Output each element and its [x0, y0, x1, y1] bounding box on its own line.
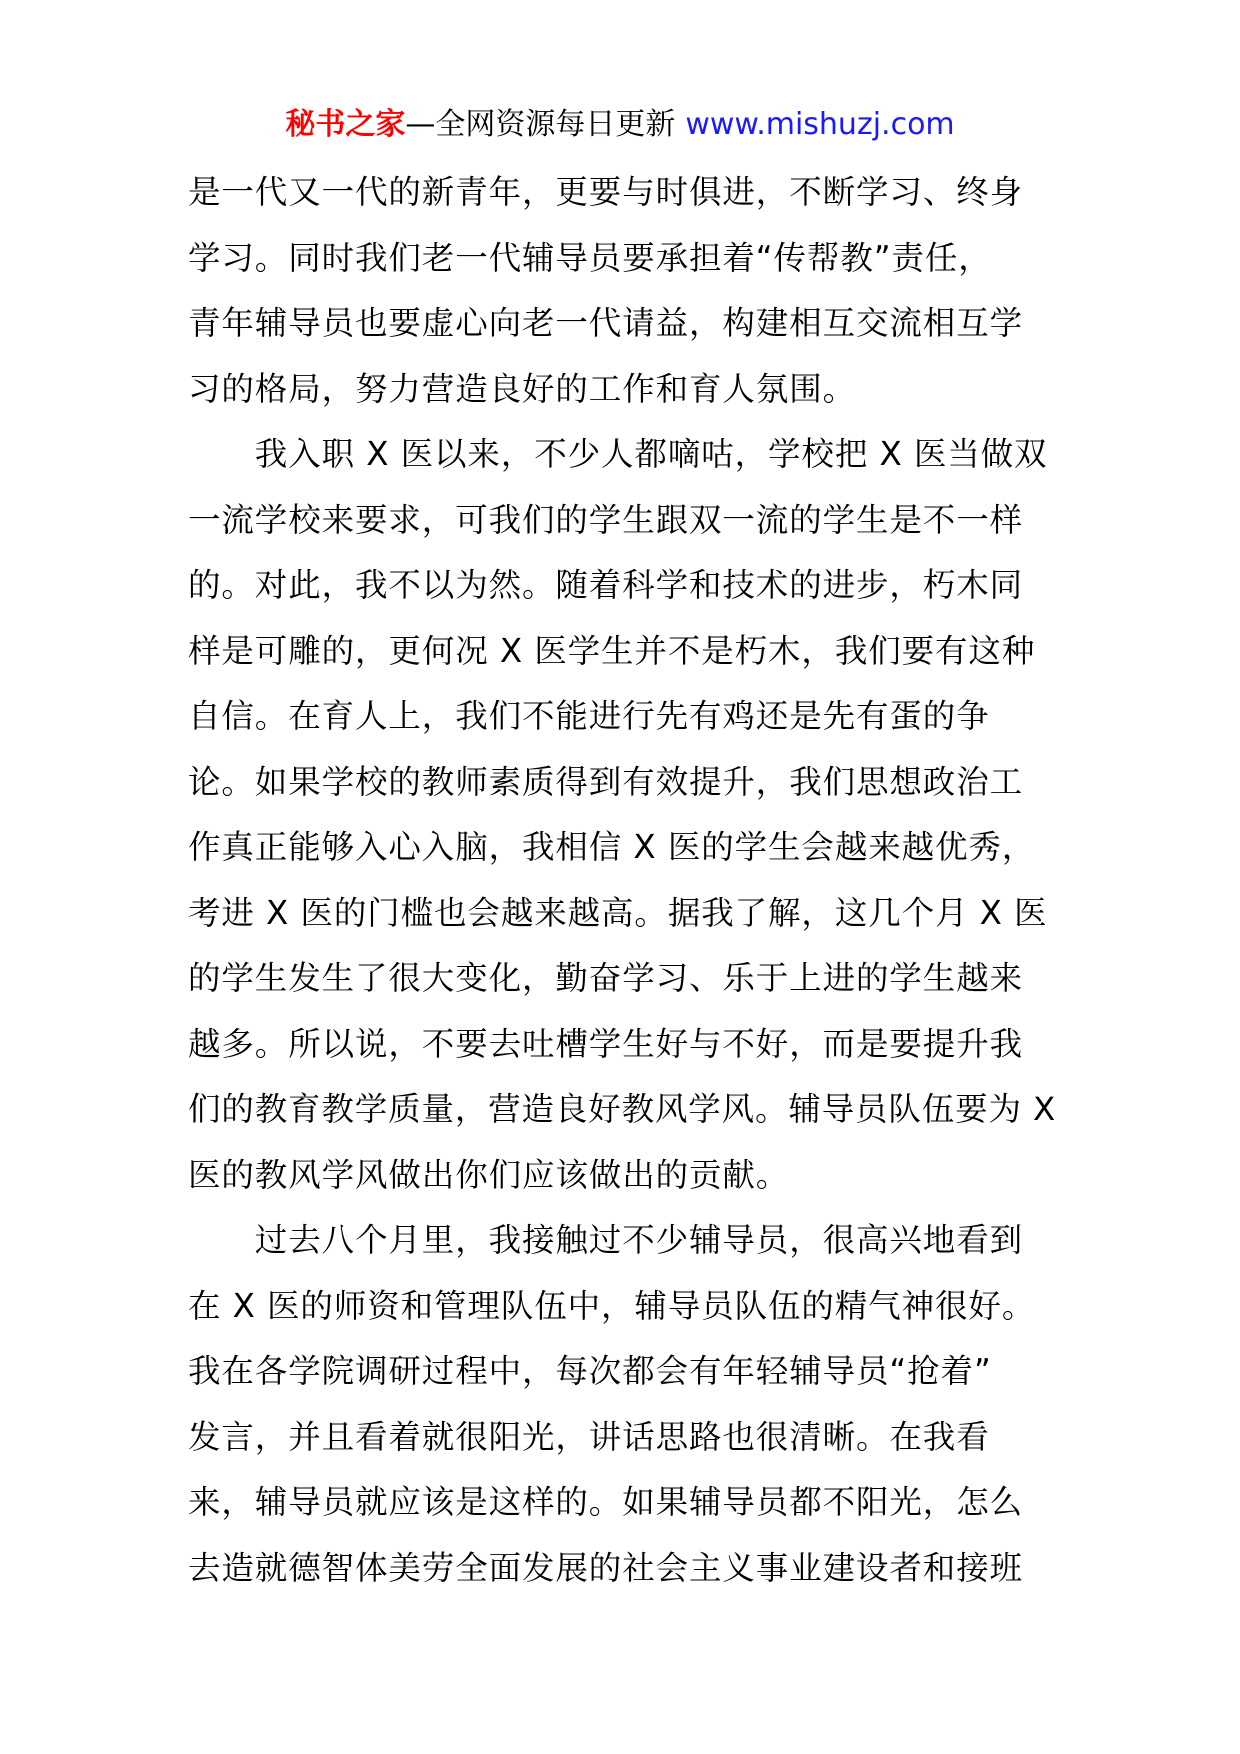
text-line: 的。对此，我不以为然。随着科学和技术的进步，朽木同 — [188, 566, 1024, 604]
text-line: 越多。所以说，不要去吐槽学生好与不好，而是要提升我 — [188, 1024, 1024, 1063]
text-line: 样是可雕的，更何况 X 医学生并不是朽木，我们要有这种 — [188, 631, 1036, 670]
body-text — [188, 160, 1056, 1601]
text-line: 论。如果学校的教师素质得到有效提升，我们思想政治工 — [188, 762, 1024, 801]
header-tagline: —全网资源每日更新 — [405, 107, 676, 142]
text-line: 是一代又一代的新青年，更要与时俱进，不断学习、终身 — [188, 173, 1024, 211]
text-line: 考进 X 医的门槛也会越来越高。据我了解，这几个月 X 医 — [188, 893, 1048, 932]
text-line: 去造就德智体美劳全面发展的社会主义事业建设者和接班 — [188, 1548, 1024, 1587]
text-line: 们的教育教学质量，营造良好教风学风。辅导员队伍要为 X — [188, 1090, 1057, 1128]
text-line: 发言，并且看着就很阳光，讲话思路也很清晰。在我看 — [188, 1417, 990, 1456]
text-line: 的学生发生了很大变化，勤奋学习、乐于上进的学生越来 — [188, 959, 1024, 997]
text-line: 我在各学院调研过程中，每次都会有年轻辅导员“抢着” — [188, 1352, 992, 1390]
brand-name: 秘书之家 — [285, 107, 406, 142]
text-line: 作真正能够入心入脑，我相信 X 医的学生会越来越优秀， — [188, 828, 1036, 866]
text-line: 过去八个月里，我接触过不少辅导员，很高兴地看到 — [188, 1221, 1024, 1259]
text-line: 来，辅导员就应该是这样的。如果辅导员都不阳光，怎么 — [188, 1483, 1024, 1521]
text-line: 青年辅导员也要虚心向老一代请益，构建相互交流相互学 — [188, 304, 1024, 342]
text-line: 习的格局，努力营造良好的工作和育人氛围。 — [188, 369, 857, 408]
text-line: 自信。在育人上，我们不能进行先有鸡还是先有蛋的争 — [188, 697, 990, 735]
text-line: 一流学校来要求，可我们的学生跟双一流的学生是不一样 — [188, 500, 1024, 539]
text-line: 在 X 医的师资和管理队伍中，辅导员队伍的精气神很好。 — [188, 1286, 1036, 1325]
site-url-link[interactable]: www.mishuzj.com — [685, 107, 955, 142]
text-line: 学习。同时我们老一代辅导员要承担着“传帮教”责任， — [188, 238, 992, 277]
text-line: 医的教风学风做出你们应该做出的贡献。 — [188, 1155, 790, 1194]
text-line: 我入职 X 医以来，不少人都嘀咕，学校把 X 医当做双 — [188, 435, 1048, 473]
page-header — [0, 100, 1240, 150]
